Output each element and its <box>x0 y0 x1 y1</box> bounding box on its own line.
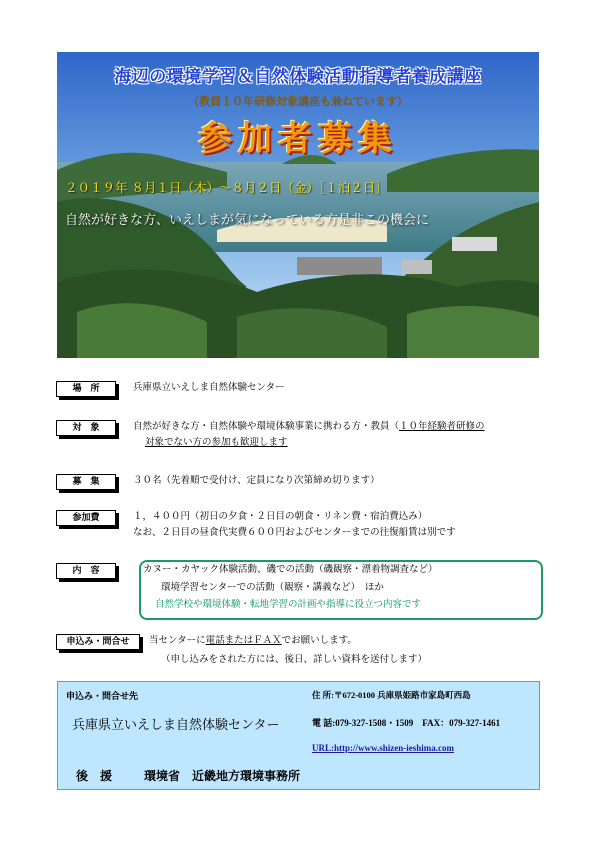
hero-tagline: 自然が好きな方、いえしまが気になっている方是非この機会に <box>65 213 430 228</box>
center-name: 兵庫県立いえしま自然体験センター <box>72 718 280 733</box>
content-line1: カヌー・カヤック体験活動、磯での活動（磯観察・漂着物調査など） <box>143 564 438 575</box>
capacity-label: 募 集 <box>56 474 116 490</box>
apply-line1-c: でお願いします。 <box>281 635 357 646</box>
phone-text: 電 話:079-327-1508・1509 FAX：079-327-1461 <box>312 718 501 728</box>
content-line2: 環境学習センターでの活動（観察・講義など） ほか <box>161 582 384 593</box>
contact-label: 申込み・問合せ先 <box>66 692 139 702</box>
fee-label: 参加費 <box>56 510 116 526</box>
address-text: 住 所:〒672-0100 兵庫県姫路市家島町西島 <box>312 690 471 700</box>
apply-line1-a: 当センターに <box>149 635 206 646</box>
target-line1-a: 自然が好きな方・自然体験や環境体験事業に携わる方・教員（ <box>133 421 400 432</box>
content-label: 内 容 <box>56 563 116 579</box>
fee-line2: なお、２日目の昼食代実費６００円およびセンターまでの往復船賃は別です <box>133 527 456 538</box>
hero-photo <box>57 52 539 358</box>
hero-banner: 参加者募集 <box>198 119 398 159</box>
capacity-text: ３０名（先着順で受付け、定員になり次第締め切ります） <box>133 475 380 486</box>
contact-footer <box>57 681 540 790</box>
target-line1-b: １０年経験者研修の <box>399 421 485 432</box>
apply-line2: （申し込みをされた方には、後日、詳しい資料を送付します） <box>161 654 428 665</box>
content-line3: 自然学校や環境体験・転地学習の計画や指導に役立つ内容です <box>155 599 422 610</box>
apply-line1 <box>149 633 357 648</box>
target-label: 対 象 <box>56 420 116 436</box>
place-label: 場 所 <box>56 381 116 397</box>
sponsor-label: 後 援 <box>76 769 113 783</box>
target-line1 <box>133 419 485 434</box>
website-link[interactable]: URL:http://www.shizen-ieshima.com <box>312 743 454 753</box>
target-line2: 対象でない方の参加も歓迎します <box>145 437 288 448</box>
apply-line1-b: 電話またはＦＡＸ <box>205 635 282 646</box>
fee-line1: １，４００円（初日の夕食・２日目の朝食・リネン費・宿泊費込み） <box>133 511 428 522</box>
hero-subtitle: （教員１０年研修対象講座も兼ねています） <box>188 95 408 108</box>
sponsor-name: 環境省 近畿地方環境事務所 <box>144 769 301 783</box>
place-text: 兵庫県立いえしま自然体験センター <box>133 382 285 393</box>
apply-label: 申込み・問合せ <box>56 634 140 650</box>
hero-title: 海辺の環境学習＆自然体験活動指導者養成講座 <box>114 67 482 87</box>
hero-date: ２０１９年 ８月１日（木）～８月２日（金）［１泊２日］ <box>65 180 388 195</box>
